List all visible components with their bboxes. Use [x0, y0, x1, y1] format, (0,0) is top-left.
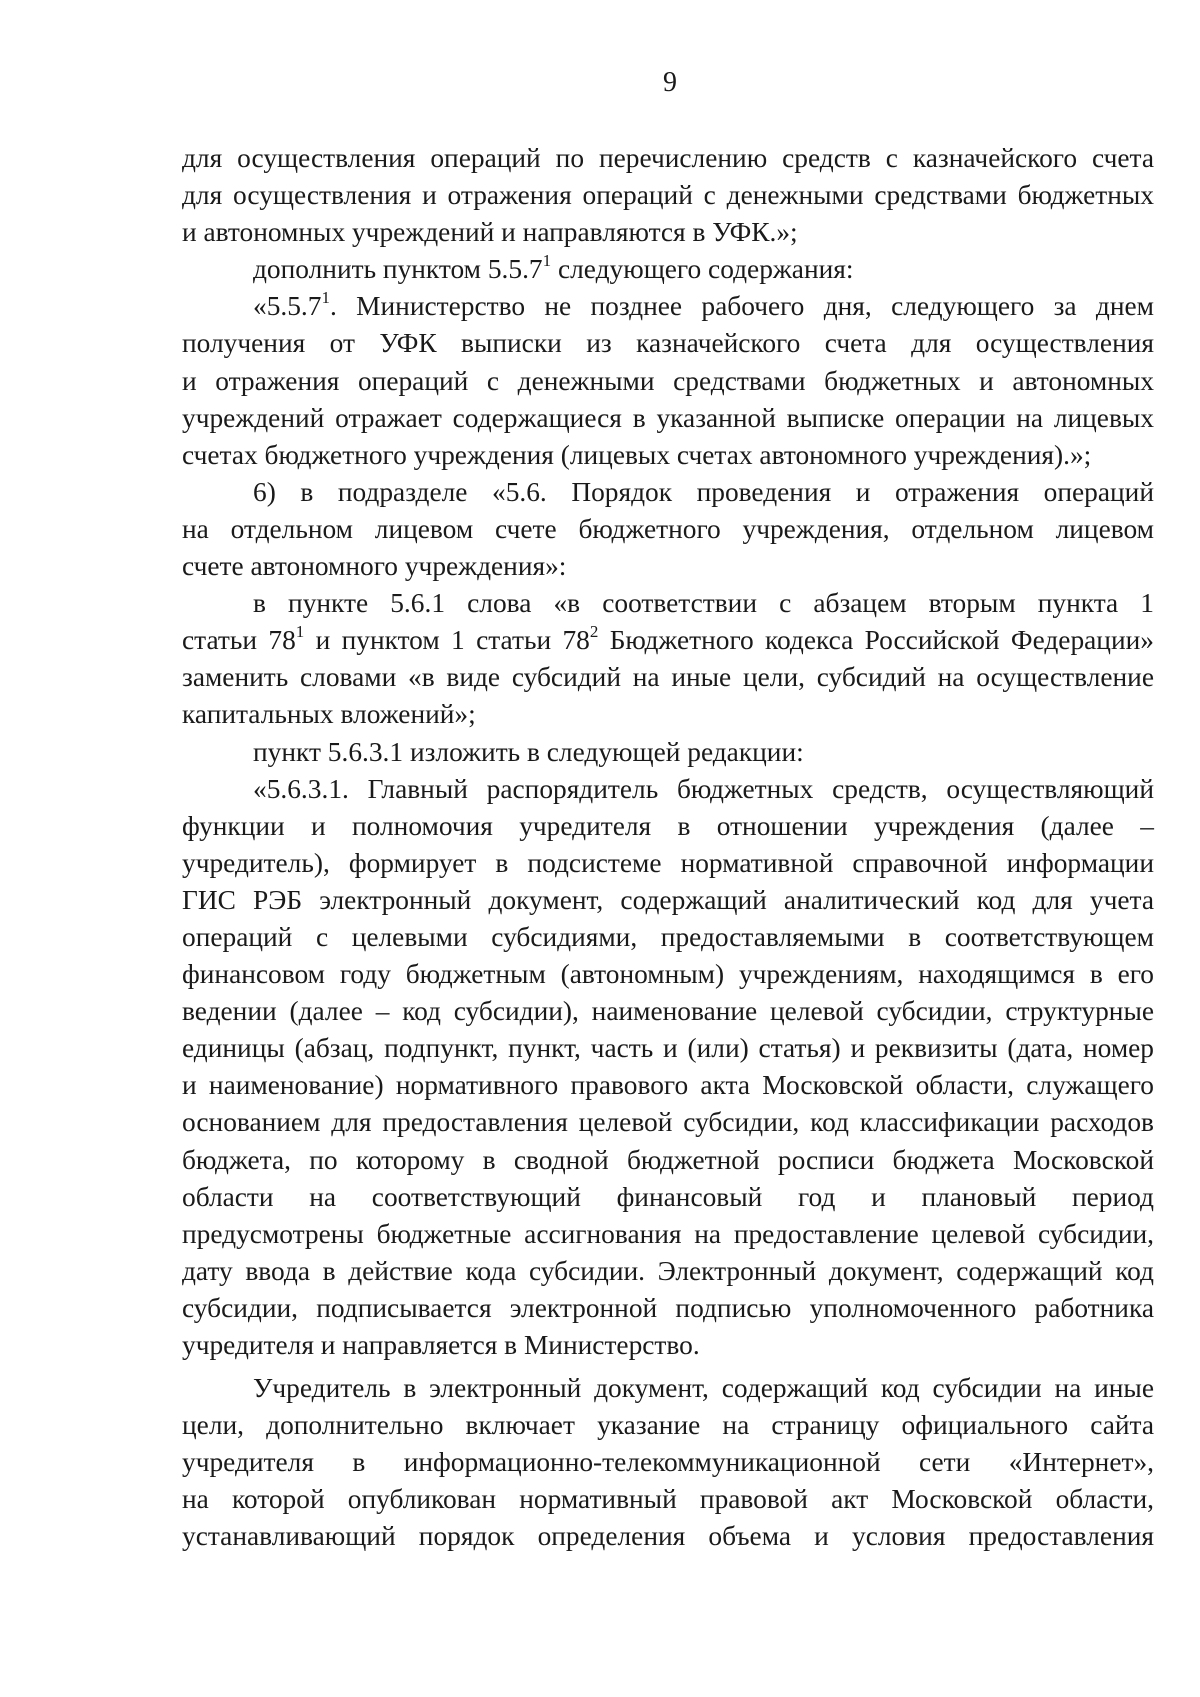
text-line: для осуществления и отражения операций с денежными средствами бюджетных — [182, 180, 1154, 211]
text-line: единицы (абзац, подпункт, пункт, часть и (или) статья) и реквизиты (дата, номер — [182, 1033, 1154, 1064]
text-line: получения от УФК выписки из казначейского счета для осуществления — [182, 328, 1154, 359]
text-line: ГИС РЭБ электронный документ, содержащий аналитический код для учета — [182, 884, 1154, 915]
text-line: предусмотрены бюджетные ассигнования на предоставление целевой субсидии, — [182, 1218, 1154, 1249]
text-line: заменить словами «в виде субсидий на иные цели, субсидий на осуществление — [182, 662, 1154, 693]
text-line: на которой опубликован нормативный правовой акт Московской области, — [182, 1484, 1154, 1515]
text-line: учреждений отражает содержащиеся в указанной выписке операции на лицевых — [182, 402, 1154, 433]
text-line: счетах бюджетного учреждения (лицевых счетах автономного учреждения).»; — [182, 439, 1092, 470]
text-line: и наименование) нормативного правового акта Московской области, служащего — [182, 1070, 1154, 1101]
text-line: дату ввода в действие кода субсидии. Электронный документ, содержащий код — [182, 1255, 1154, 1286]
text-line: счете автономного учреждения»: — [182, 551, 567, 582]
text-line: ведении (далее – код субсидии), наименование целевой субсидии, структурные — [182, 996, 1154, 1027]
text-line: учредителя в информационно-телекоммуникационной сети «Интернет», — [182, 1447, 1154, 1478]
text-line: устанавливающий порядок определения объема и условия предоставления — [182, 1521, 1154, 1552]
text-line: для осуществления операций по перечислению средств с казначейского счета — [182, 143, 1154, 173]
text-line: и отражения операций с денежными средствами бюджетных и автономных — [182, 365, 1154, 396]
text-line: «5.6.3.1. Главный распорядитель бюджетных средств, осуществляющий — [253, 773, 1154, 804]
text-line: пункт 5.6.3.1 изложить в следующей редакции: — [253, 736, 804, 767]
text-line: субсидии, подписывается электронной подписью уполномоченного работника — [182, 1292, 1154, 1323]
text-line: области на соответствующий финансовый год и плановый период — [182, 1181, 1154, 1212]
document-body — [182, 140, 1154, 1556]
text-line: «5.5.7$^1$. Министерство не позднее рабочего дня, следующего за днем — [253, 288, 1154, 322]
text-line: бюджета, по которому в сводной бюджетной росписи бюджета Московской — [182, 1144, 1154, 1175]
text-line: Учредитель в электронный документ, содержащий код субсидии на иные — [253, 1373, 1154, 1404]
text-line: цели, дополнительно включает указание на страницу официального сайта — [182, 1410, 1154, 1441]
text-line: учредитель), формирует в подсистеме нормативной справочной информации — [182, 847, 1154, 878]
text-line: на отдельном лицевом счете бюджетного учреждения, отдельном лицевом — [182, 513, 1154, 544]
text-line: дополнить пунктом 5.5.7$^1$ следующего содержания: — [253, 251, 854, 285]
text-line: в пункте 5.6.1 слова «в соответствии с абзацем вторым пункта 1 — [253, 588, 1154, 619]
text-line: капитальных вложений»; — [182, 699, 476, 730]
text-line: основанием для предоставления целевой субсидии, код классификации расходов — [182, 1107, 1154, 1138]
text-line: учредителя и направляется в Министерство. — [182, 1330, 700, 1360]
text-line: функции и полномочия учредителя в отношении учреждения (далее – — [182, 810, 1154, 841]
text-line: статьи $78^1$ и пунктом 1 статьи $78^2$ Бюджетного кодекса Российской Федерации» — [182, 622, 1154, 656]
text-line: и автономных учреждений и направляются в УФК.»; — [182, 217, 798, 248]
text-line: финансовом году бюджетным (автономным) учреждениям, находящимся в его — [182, 959, 1154, 990]
page-number: 9 — [663, 67, 677, 98]
text-line: 6) в подразделе «5.6. Порядок проведения и отражения операций — [253, 476, 1154, 507]
text-line: операций с целевыми субсидиями, предоставляемыми в соответствующем — [182, 921, 1154, 952]
